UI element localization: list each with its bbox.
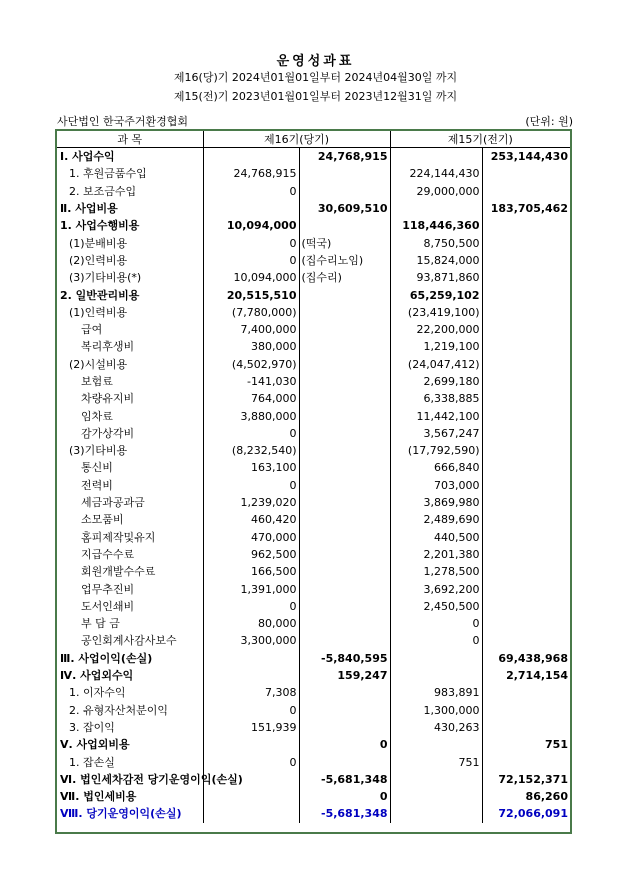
table-row: [57, 684, 570, 701]
table-row: [57, 650, 570, 667]
current-total: -5,681,348: [299, 805, 390, 822]
row-label: Ⅳ. 사업외수익: [60, 669, 134, 683]
current-detail: 151,939: [203, 719, 299, 736]
current-total: [299, 753, 390, 770]
prior-detail: 983,891: [390, 684, 482, 701]
row-label: 3. 잡이익: [69, 720, 115, 734]
row-label: 1. 후원금품수입: [69, 167, 147, 181]
prior-total: [482, 183, 570, 200]
current-total: [299, 702, 390, 719]
current-detail: 470,000: [203, 529, 299, 546]
prior-detail: [390, 667, 482, 684]
row-label: 감가상각비: [81, 426, 135, 440]
current-total: [299, 563, 390, 580]
prior-detail: 666,840: [390, 459, 482, 476]
prior-detail: [390, 200, 482, 217]
current-total: 30,609,510: [299, 200, 390, 217]
row-label: 복리후생비: [81, 340, 135, 354]
current-detail: 380,000: [203, 338, 299, 355]
prior-total: 2,714,154: [482, 667, 570, 684]
table-row: [57, 702, 570, 719]
prior-total: [482, 494, 570, 511]
row-label: 2. 유형자산처분이익: [69, 703, 168, 717]
current-total: [299, 356, 390, 373]
row-label: Ⅱ. 사업비용: [60, 202, 118, 216]
current-total: 159,247: [299, 667, 390, 684]
period-current: 제16(당)기 2024년01월01일부터 2024년04월30일 까지: [173, 71, 458, 84]
prior-total: [482, 165, 570, 182]
table-row: [57, 390, 570, 407]
current-detail: 3,880,000: [203, 407, 299, 424]
prior-total: [482, 580, 570, 597]
table-row: [57, 632, 570, 649]
prior-detail: 65,259,102: [390, 286, 482, 303]
row-label: 1. 이자수익: [69, 686, 126, 700]
prior-total: [482, 407, 570, 424]
operating-results-table: [57, 131, 570, 823]
table-row: [57, 338, 570, 355]
current-total: 24,768,915: [299, 148, 390, 166]
current-detail: 0: [203, 753, 299, 770]
table-row: [57, 321, 570, 338]
row-label: Ⅶ. 법인세비용: [60, 790, 137, 804]
current-detail: [203, 667, 299, 684]
prior-total: 72,066,091: [482, 805, 570, 822]
prior-detail: 2,201,380: [390, 546, 482, 563]
table-row: [57, 563, 570, 580]
current-detail: 7,400,000: [203, 321, 299, 338]
current-total: [299, 373, 390, 390]
current-total: [299, 390, 390, 407]
row-label: (3)기타비용: [69, 444, 128, 458]
prior-detail: 3,692,200: [390, 580, 482, 597]
current-total: [299, 286, 390, 303]
table-row: [57, 771, 570, 788]
current-detail: (8,232,540): [203, 442, 299, 459]
current-total: [299, 321, 390, 338]
table-row: [57, 546, 570, 563]
current-total: [299, 546, 390, 563]
prior-total: 86,260: [482, 788, 570, 805]
prior-detail: [390, 805, 482, 822]
table-row: [57, 442, 570, 459]
prior-detail: 440,500: [390, 529, 482, 546]
current-detail: 0: [203, 425, 299, 442]
table-row: [57, 200, 570, 217]
current-total: [299, 183, 390, 200]
prior-detail: 751: [390, 753, 482, 770]
row-label: 1. 잡손실: [69, 755, 115, 769]
header-prior-period: 제15기(전기): [390, 131, 570, 148]
table-row: [57, 304, 570, 321]
table-row: [57, 148, 570, 166]
table-row: [57, 788, 570, 805]
current-total: [299, 304, 390, 321]
row-label: Ⅲ. 사업이익(손실): [60, 651, 153, 665]
prior-detail: [390, 736, 482, 753]
current-total: [299, 632, 390, 649]
row-label: 회원개발수수료: [81, 565, 156, 579]
prior-detail: 11,442,100: [390, 407, 482, 424]
current-detail: [203, 200, 299, 217]
current-total: [299, 407, 390, 424]
prior-total: 72,152,371: [482, 771, 570, 788]
table-row: [57, 511, 570, 528]
prior-total: 253,144,430: [482, 148, 570, 166]
current-detail: [203, 788, 299, 805]
table-row: [57, 719, 570, 736]
prior-total: [482, 286, 570, 303]
row-label: Ⅵ. 법인세차감전 당기운영이익(손실): [60, 772, 243, 786]
row-label: 지급수수료: [81, 547, 135, 561]
row-label: 1. 사업수행비용: [60, 219, 140, 233]
prior-detail: 430,263: [390, 719, 482, 736]
row-label: 2. 일반관리비용: [60, 288, 140, 302]
current-detail: 0: [203, 252, 299, 269]
prior-detail: 3,567,247: [390, 425, 482, 442]
current-total: 0: [299, 736, 390, 753]
prior-detail: 3,869,980: [390, 494, 482, 511]
organization-name: 사단법인 한국주거환경협회: [57, 115, 189, 128]
current-total: (집수리): [299, 269, 390, 286]
table-row: [57, 477, 570, 494]
prior-detail: 2,450,500: [390, 598, 482, 615]
period-prior: 제15(전)기 2023년01월01일부터 2023년12월31일 까지: [173, 90, 458, 103]
prior-detail: 703,000: [390, 477, 482, 494]
table-header-row: [57, 131, 570, 148]
current-detail: 1,239,020: [203, 494, 299, 511]
current-total: [299, 580, 390, 597]
prior-detail: 8,750,500: [390, 234, 482, 251]
prior-total: [482, 684, 570, 701]
prior-detail: 224,144,430: [390, 165, 482, 182]
row-label: 임차료: [81, 409, 113, 423]
header-account: 과 목: [57, 131, 203, 148]
table-row: [57, 165, 570, 182]
prior-total: [482, 321, 570, 338]
unit-label: (단위: 원): [525, 115, 573, 128]
row-label: (1)분배비용: [69, 236, 128, 250]
prior-total: [482, 252, 570, 269]
table-row: [57, 234, 570, 251]
current-total: [299, 598, 390, 615]
current-total: (떡국): [299, 234, 390, 251]
prior-total: [482, 373, 570, 390]
current-detail: 1,391,000: [203, 580, 299, 597]
prior-detail: 29,000,000: [390, 183, 482, 200]
current-total: 0: [299, 788, 390, 805]
current-total: [299, 615, 390, 632]
row-label: 세금과공과금: [81, 496, 145, 510]
table-row: [57, 356, 570, 373]
row-label: 통신비: [81, 461, 113, 475]
current-total: [299, 719, 390, 736]
table-row: [57, 407, 570, 424]
current-total: [299, 425, 390, 442]
table-row: [57, 736, 570, 753]
current-detail: 80,000: [203, 615, 299, 632]
prior-detail: 118,446,360: [390, 217, 482, 234]
current-detail: 166,500: [203, 563, 299, 580]
current-total: [299, 459, 390, 476]
row-label: 급여: [81, 323, 103, 337]
current-detail: 764,000: [203, 390, 299, 407]
prior-detail: [390, 771, 482, 788]
prior-total: [482, 425, 570, 442]
current-total: [299, 217, 390, 234]
current-detail: 0: [203, 598, 299, 615]
row-label: Ⅰ. 사업수익: [60, 150, 115, 164]
table-row: [57, 615, 570, 632]
current-detail: 0: [203, 183, 299, 200]
prior-total: [482, 356, 570, 373]
prior-detail: 2,699,180: [390, 373, 482, 390]
prior-total: [482, 529, 570, 546]
current-detail: 962,500: [203, 546, 299, 563]
prior-detail: 0: [390, 632, 482, 649]
current-detail: 0: [203, 702, 299, 719]
current-total: [299, 494, 390, 511]
table-row: [57, 753, 570, 770]
prior-total: 69,438,968: [482, 650, 570, 667]
row-label: 홈피제작및유지: [81, 530, 156, 544]
row-label: 도서인쇄비: [81, 599, 135, 613]
current-total: -5,840,595: [299, 650, 390, 667]
prior-detail: (24,047,412): [390, 356, 482, 373]
current-detail: 24,768,915: [203, 165, 299, 182]
current-detail: 0: [203, 234, 299, 251]
prior-total: [482, 459, 570, 476]
current-detail: [203, 736, 299, 753]
statement-table-frame: [55, 129, 572, 834]
current-detail: -141,030: [203, 373, 299, 390]
prior-total: [482, 546, 570, 563]
row-label: (3)기타비용(*): [69, 271, 142, 285]
prior-detail: 6,338,885: [390, 390, 482, 407]
current-detail: [203, 148, 299, 166]
current-total: (집수리노임): [299, 252, 390, 269]
prior-detail: [390, 148, 482, 166]
table-row: [57, 805, 570, 822]
row-label: (1)인력비용: [69, 305, 128, 319]
table-row: [57, 580, 570, 597]
prior-total: [482, 615, 570, 632]
current-detail: (7,780,000): [203, 304, 299, 321]
current-total: [299, 442, 390, 459]
table-row: [57, 494, 570, 511]
current-detail: [203, 650, 299, 667]
prior-total: 751: [482, 736, 570, 753]
row-label: (2)시설비용: [69, 357, 128, 371]
prior-total: [482, 390, 570, 407]
current-total: [299, 684, 390, 701]
current-detail: 460,420: [203, 511, 299, 528]
prior-total: [482, 217, 570, 234]
prior-detail: [390, 788, 482, 805]
header-current-period: 제16기(당기): [203, 131, 390, 148]
table-row: [57, 183, 570, 200]
row-label: 소모품비: [81, 513, 124, 527]
prior-total: [482, 719, 570, 736]
current-total: [299, 338, 390, 355]
page-title: 운영성과표: [276, 54, 355, 69]
table-row: [57, 269, 570, 286]
row-label: 업무추진비: [81, 582, 135, 596]
current-total: [299, 511, 390, 528]
row-label: 전력비: [81, 478, 113, 492]
prior-total: [482, 632, 570, 649]
prior-detail: [390, 650, 482, 667]
table-row: [57, 425, 570, 442]
row-label: 공인회계사감사보수: [81, 634, 177, 648]
prior-total: 183,705,462: [482, 200, 570, 217]
prior-detail: 1,300,000: [390, 702, 482, 719]
row-label: Ⅴ. 사업외비용: [60, 738, 130, 752]
prior-total: [482, 477, 570, 494]
current-total: [299, 529, 390, 546]
current-detail: 163,100: [203, 459, 299, 476]
current-detail: 10,094,000: [203, 217, 299, 234]
prior-total: [482, 304, 570, 321]
current-detail: 0: [203, 477, 299, 494]
prior-total: [482, 753, 570, 770]
prior-total: [482, 598, 570, 615]
prior-detail: 0: [390, 615, 482, 632]
row-label: 보험료: [81, 375, 113, 388]
table-row: [57, 286, 570, 303]
current-total: [299, 477, 390, 494]
prior-total: [482, 442, 570, 459]
prior-total: [482, 702, 570, 719]
current-detail: 10,094,000: [203, 269, 299, 286]
prior-total: [482, 269, 570, 286]
row-label: 부 담 금: [81, 617, 120, 631]
row-label: 2. 보조금수입: [69, 184, 137, 198]
prior-total: [482, 338, 570, 355]
prior-total: [482, 511, 570, 528]
prior-detail: 22,200,000: [390, 321, 482, 338]
current-detail: 20,515,510: [203, 286, 299, 303]
prior-total: [482, 234, 570, 251]
table-row: [57, 373, 570, 390]
table-row: [57, 667, 570, 684]
table-row: [57, 529, 570, 546]
current-detail: [203, 805, 299, 822]
current-detail: 3,300,000: [203, 632, 299, 649]
row-label: (2)인력비용: [69, 253, 128, 267]
row-label: Ⅷ. 당기운영이익(손실): [60, 807, 182, 821]
prior-total: [482, 563, 570, 580]
prior-detail: 2,489,690: [390, 511, 482, 528]
table-row: [57, 459, 570, 476]
current-total: -5,681,348: [299, 771, 390, 788]
prior-detail: (17,792,590): [390, 442, 482, 459]
prior-detail: 15,824,000: [390, 252, 482, 269]
current-total: [299, 165, 390, 182]
prior-detail: (23,419,100): [390, 304, 482, 321]
current-detail: 7,308: [203, 684, 299, 701]
prior-detail: 1,219,100: [390, 338, 482, 355]
table-body: [57, 148, 570, 823]
table-row: [57, 252, 570, 269]
prior-detail: 1,278,500: [390, 563, 482, 580]
prior-detail: 93,871,860: [390, 269, 482, 286]
table-row: [57, 598, 570, 615]
table-row: [57, 217, 570, 234]
current-detail: (4,502,970): [203, 356, 299, 373]
row-label: 차량유지비: [81, 392, 135, 406]
